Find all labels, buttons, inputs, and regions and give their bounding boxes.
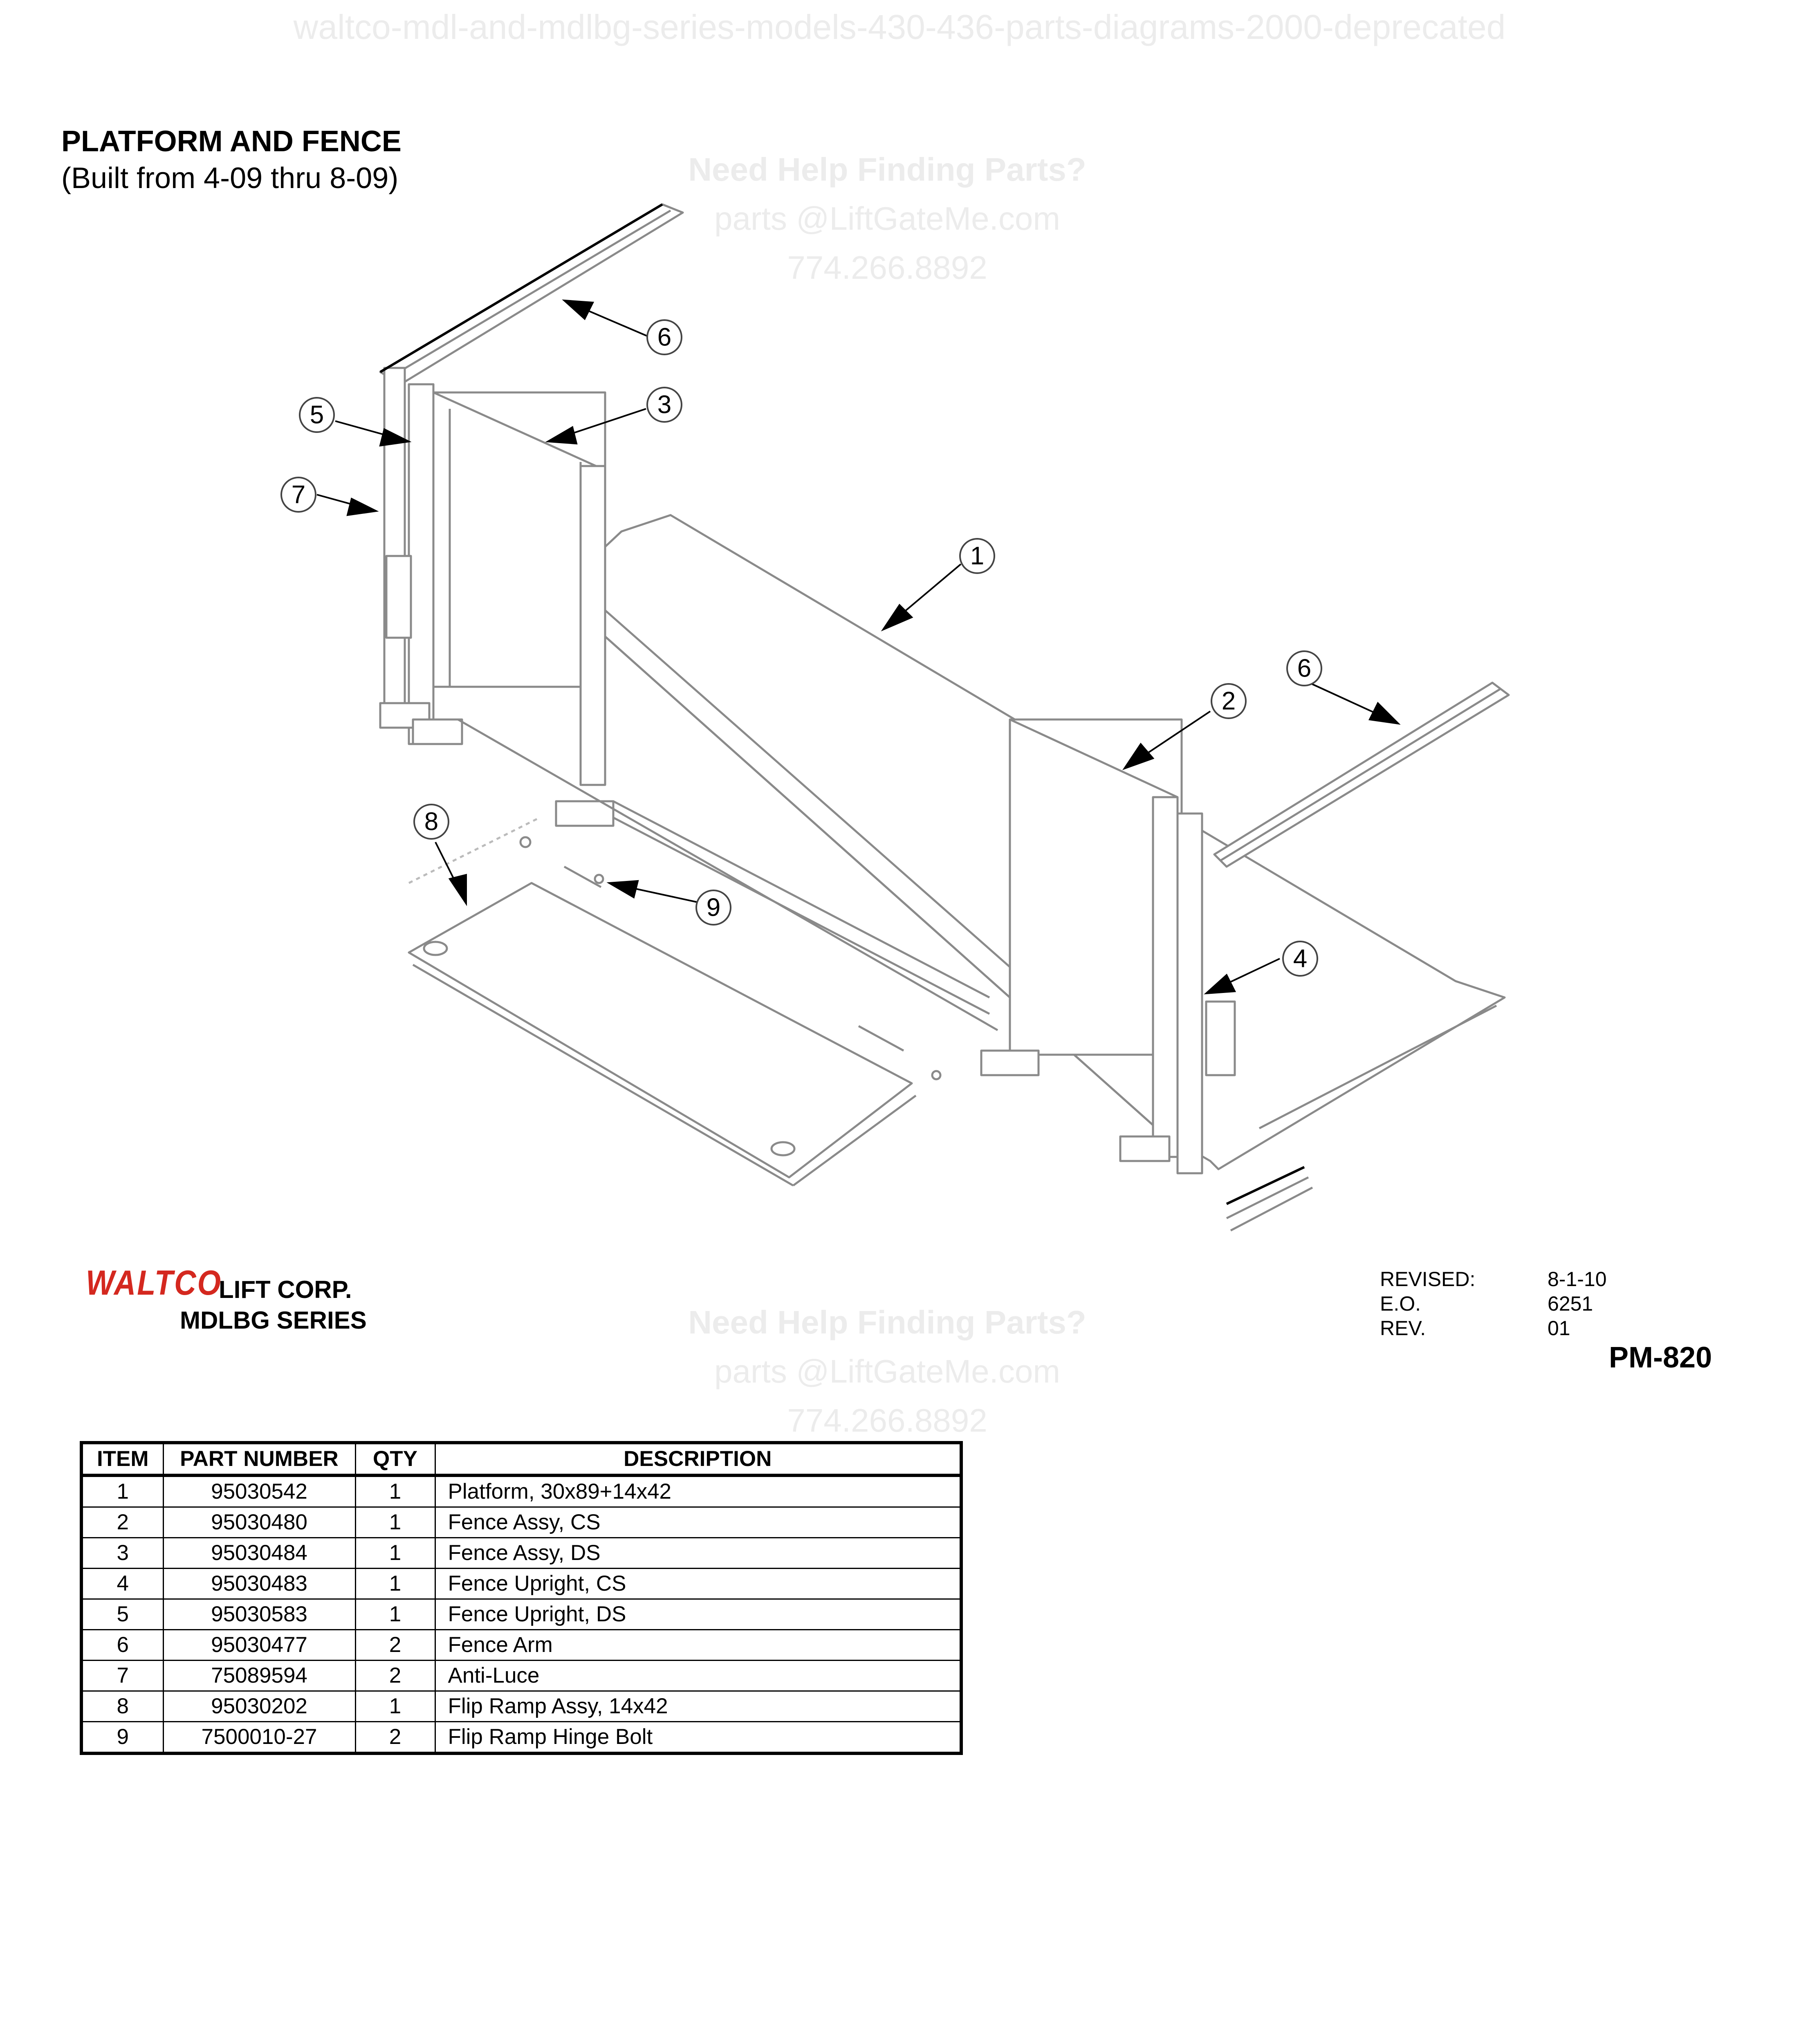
callout-1: 1	[970, 542, 985, 570]
cell-qty: 2	[355, 1722, 435, 1754]
cell-item: 9	[81, 1722, 163, 1754]
promo-email: parts @LiftGateMe.com	[714, 1353, 1060, 1390]
cell-part-number: 95030542	[163, 1475, 355, 1507]
cell-description: Flip Ramp Assy, 14x42	[435, 1691, 961, 1722]
cell-description: Fence Upright, DS	[435, 1599, 961, 1630]
column-header-item: ITEM	[81, 1443, 163, 1475]
cell-qty: 1	[355, 1475, 435, 1507]
cell-qty: 1	[355, 1691, 435, 1722]
cell-part-number: 95030483	[163, 1569, 355, 1599]
cell-description: Flip Ramp Hinge Bolt	[435, 1722, 961, 1754]
revised-value: 8-1-10	[1548, 1268, 1607, 1291]
table-header-row	[81, 1443, 961, 1475]
eo-value: 6251	[1548, 1292, 1593, 1315]
page-code: PM-820	[1609, 1341, 1712, 1374]
callout-6-top: 6	[657, 323, 672, 352]
cell-qty: 1	[355, 1599, 435, 1630]
cell-description: Anti-Luce	[435, 1661, 961, 1691]
cell-item: 6	[81, 1630, 163, 1661]
cell-item: 7	[81, 1661, 163, 1691]
fence-panel-ds-outline	[433, 392, 605, 687]
cell-description: Fence Arm	[435, 1630, 961, 1661]
top-watermark: waltco-mdl-and-mdlbg-series-models-430-436-parts-diagrams-2000-deprecated	[293, 8, 1506, 46]
column-header-qty: QTY	[355, 1443, 435, 1475]
table-row	[81, 1691, 961, 1722]
cell-description: Platform, 30x89+14x42	[435, 1475, 961, 1507]
promo-email: parts @LiftGateMe.com	[714, 200, 1060, 237]
table-row	[81, 1722, 961, 1754]
table-row	[81, 1569, 961, 1599]
cell-description: Fence Assy, DS	[435, 1538, 961, 1569]
promo-watermark-middle	[642, 1298, 1133, 1445]
cell-qty: 1	[355, 1569, 435, 1599]
cell-part-number: 95030583	[163, 1599, 355, 1630]
cell-qty: 1	[355, 1538, 435, 1569]
eo-label: E.O.	[1380, 1292, 1421, 1315]
promo-heading: Need Help Finding Parts?	[688, 1304, 1086, 1340]
cell-part-number: 7500010-27	[163, 1722, 355, 1754]
cell-description: Fence Assy, CS	[435, 1507, 961, 1538]
column-header-description: DESCRIPTION	[435, 1443, 961, 1475]
table-row	[81, 1630, 961, 1661]
page-title: PLATFORM AND FENCE	[61, 125, 402, 158]
revised-label: REVISED:	[1380, 1268, 1476, 1291]
cell-item: 2	[81, 1507, 163, 1538]
table-row	[81, 1661, 961, 1691]
cell-part-number: 95030484	[163, 1538, 355, 1569]
series-name: MDLBG SERIES	[180, 1307, 367, 1334]
cell-part-number: 75089594	[163, 1661, 355, 1691]
cell-description: Fence Upright, CS	[435, 1569, 961, 1599]
cell-part-number: 95030202	[163, 1691, 355, 1722]
promo-phone: 774.266.8892	[787, 1402, 987, 1439]
callout-7: 7	[291, 480, 306, 509]
cell-item: 3	[81, 1538, 163, 1569]
table-row	[81, 1475, 961, 1507]
callout-8: 8	[424, 807, 439, 836]
callout-5: 5	[310, 401, 324, 429]
table-row	[81, 1599, 961, 1630]
cell-item: 1	[81, 1475, 163, 1507]
callout-9: 9	[706, 893, 721, 922]
promo-heading: Need Help Finding Parts?	[688, 151, 1086, 188]
table-row	[81, 1507, 961, 1538]
page-subtitle: (Built from 4-09 thru 8-09)	[61, 162, 399, 195]
table-row	[81, 1538, 961, 1569]
company-name: LIFT CORP.	[219, 1276, 352, 1303]
promo-phone: 774.266.8892	[787, 249, 987, 286]
column-header-part-number: PART NUMBER	[163, 1443, 355, 1475]
callout-6-right: 6	[1297, 654, 1312, 683]
parts-table	[80, 1441, 963, 1755]
callout-4: 4	[1293, 944, 1308, 973]
cell-qty: 1	[355, 1507, 435, 1538]
rev-value: 01	[1548, 1317, 1570, 1340]
cell-qty: 2	[355, 1630, 435, 1661]
cell-item: 5	[81, 1599, 163, 1630]
cell-qty: 2	[355, 1661, 435, 1691]
cell-part-number: 95030477	[163, 1630, 355, 1661]
cell-item: 4	[81, 1569, 163, 1599]
cell-part-number: 95030480	[163, 1507, 355, 1538]
waltco-logo: WALTCO	[86, 1263, 222, 1302]
flip-ramp-outline	[409, 883, 912, 1177]
cell-item: 8	[81, 1691, 163, 1722]
callout-3: 3	[657, 390, 672, 419]
callout-2: 2	[1221, 687, 1236, 715]
rev-label: REV.	[1380, 1317, 1426, 1340]
